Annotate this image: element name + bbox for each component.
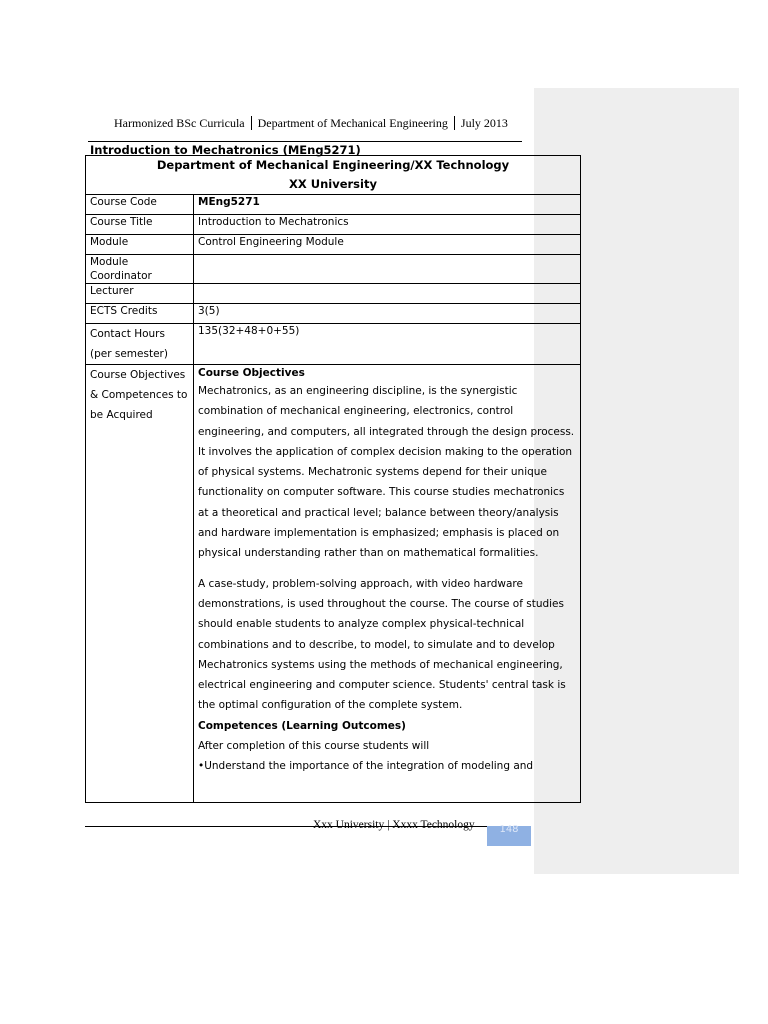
footer-text: Xxx University | Xxxx Technology — [313, 819, 475, 831]
ects-credits-value: 3(5) — [194, 304, 581, 324]
lecturer-value — [194, 284, 581, 304]
row-label: Course Objectives & Competences to be Acquired — [86, 365, 194, 803]
table-row — [86, 324, 581, 365]
competences-intro: After completion of this course students will — [198, 739, 430, 752]
header-date: July 2013 — [460, 116, 508, 130]
module-value: Control Engineering Module — [194, 235, 581, 255]
header-curricula: Harmonized BSc Curricula — [114, 116, 245, 130]
page-number-box — [487, 826, 531, 846]
table-title — [86, 156, 581, 195]
header-department: Department of Mechanical Engineering — [257, 116, 448, 130]
row-label: Course Code — [86, 195, 194, 215]
header-rule — [88, 141, 522, 142]
table-row — [86, 235, 581, 255]
objectives-paragraph-2: A case-study, problem-solving approach, with video hardware demonstrations, is used throughout the course. The course of studies should enable students to analyze complex physical-technical combinations and to describe, to model, to simulate and to develop Mechatronics systems using the methods of mechanical engineering, electrical engineering and computer science. Students' central task is the optimal configuration of the complete system. — [198, 577, 566, 712]
table-title-university: XX University — [289, 177, 377, 191]
course-heading: Introduction to Mechatronics (MEng5271) — [90, 143, 361, 157]
course-title-value: Introduction to Mechatronics — [194, 215, 581, 235]
module-coordinator-value — [194, 255, 581, 284]
course-code-value: MEng5271 — [194, 195, 581, 215]
contact-hours-value: 135(32+48+0+55) — [194, 324, 581, 365]
row-label: Lecturer — [86, 284, 194, 304]
objectives-paragraph-1: Mechatronics, as an engineering discipline, is the synergistic combination of mechanical engineering, electronics, control engineering, and computers, all integrated through the design process. It involves the application of complex decision making to the operation of physical systems. Mechatronic systems depend for their unique functionality on computer software. This course studies mechatronics at a theoretical and practical level; balance between theory/analysis and hardware implementation is emphasized; emphasis is placed on physical understanding rather than on mathematical formalities. — [198, 385, 575, 560]
row-label: ECTS Credits — [86, 304, 194, 324]
table-row — [86, 304, 581, 324]
objectives-heading: Course Objectives — [198, 367, 305, 379]
row-label: Module Coordinator — [86, 255, 194, 284]
table-title-department: Department of Mechanical Engineering/XX Technology — [156, 158, 510, 172]
row-label: Contact Hours (per semester) — [86, 324, 194, 365]
competences-heading: Competences (Learning Outcomes) — [198, 719, 406, 732]
row-label: Module — [86, 235, 194, 255]
course-table — [85, 155, 581, 803]
table-row — [86, 365, 581, 803]
objectives-cell — [194, 365, 581, 803]
header-separator — [454, 116, 455, 130]
table-row — [86, 195, 581, 215]
header-separator — [251, 116, 252, 130]
row-label: Course Title — [86, 215, 194, 235]
page-header — [114, 116, 534, 131]
table-row — [86, 284, 581, 304]
table-row — [86, 255, 581, 284]
competences-item: •Understand the importance of the integration of modeling and — [198, 760, 534, 773]
page-number: 148 — [499, 824, 519, 835]
table-row — [86, 215, 581, 235]
